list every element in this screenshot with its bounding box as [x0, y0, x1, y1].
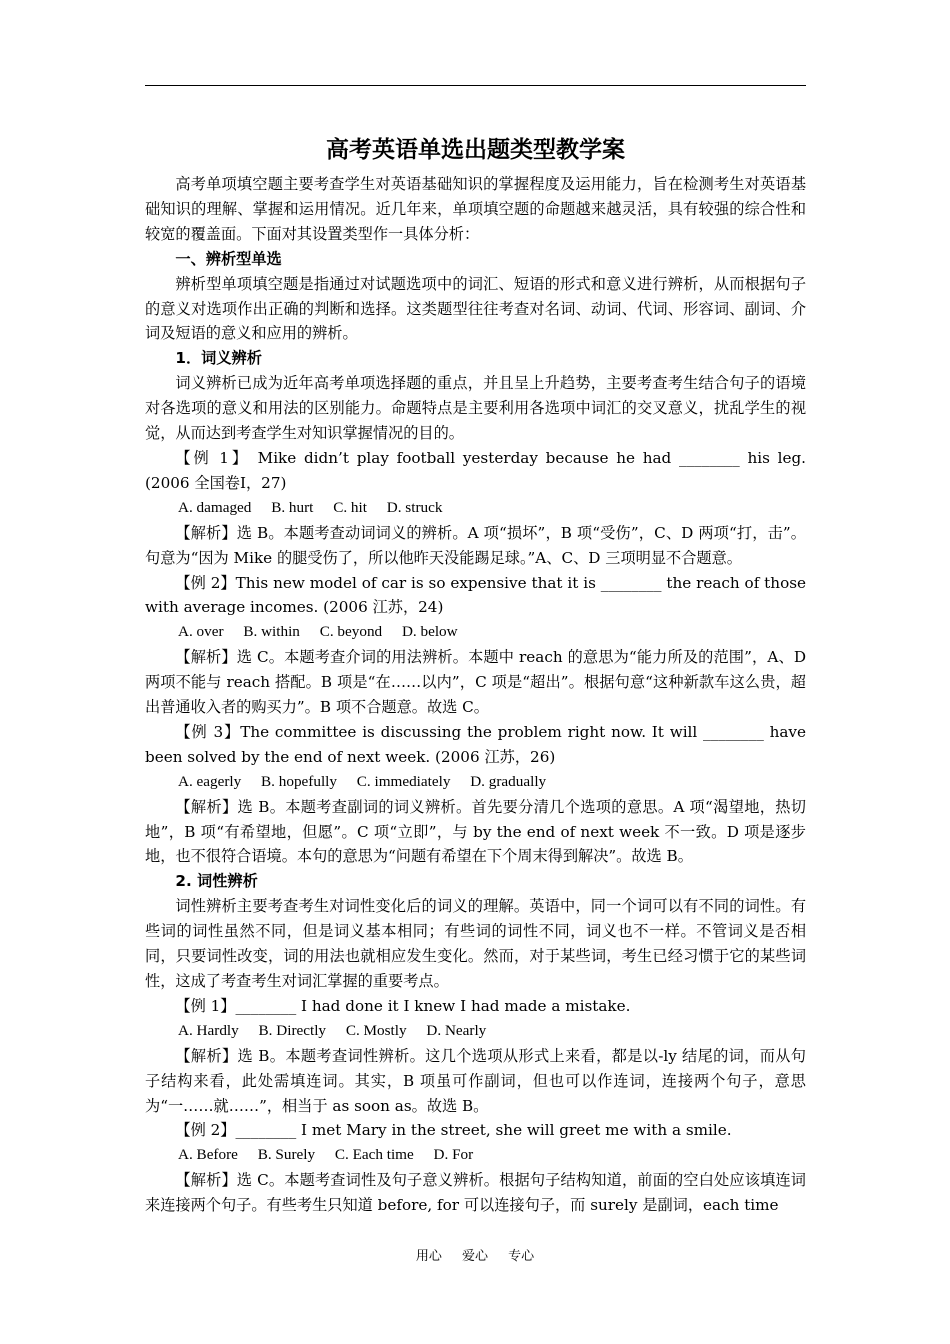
section-heading: 一、辨析型单选 — [175, 249, 282, 268]
intro-paragraph: 高考单项填空题主要考查学生对英语基础知识的掌握程度及运用能力，旨在检测考生对英语基础知识的理解、掌握和运用情况。近几年来，单项填空题的命题越来越灵活，具有较强的综合性和较宽的覆盖面。下面对其设置类型作一具体分析： — [145, 175, 806, 243]
option: C. immediately — [356, 772, 451, 790]
option: A. Hardly — [178, 1021, 239, 1039]
option: B. hopefully — [261, 772, 337, 790]
example-analysis: 【解析】选 C。本题考查介词的用法辨析。本题中 reach 的意思为“能力所及的范围”，A、D 两项不能与 reach 搭配。B 项是“在……以内”，C 项是“超出”。根据句意“这种新款车这么贵，超出普通收入者的购买力”。B 项不合题意。故选 C。 — [145, 648, 806, 717]
footer-text: 爱心 — [461, 1249, 488, 1264]
footer-text: 用心 — [415, 1249, 442, 1264]
option: C. Mostly — [345, 1021, 407, 1039]
example-question: 【例 1】________ I had done it I knew I had made a mistake. — [175, 996, 631, 1015]
example-options — [145, 1019, 806, 1044]
example-question: 【例 3】The committee is discussing the problem right now. It will ________ have been solved by the end of next week. (2006 江苏，26) — [145, 722, 806, 766]
option: A. eagerly — [178, 772, 242, 790]
example-analysis: 【解析】选 C。本题考查词性及句子意义辨析。根据句子结构知道，前面的空白处应该填连词来连接两个句子。有些考生只知道 before, for 可以连接句子，而 surely 是副词，each time — [145, 1171, 806, 1215]
example-analysis: 【解析】选 B。本题考查词性辨析。这几个选项从形式上来看，都是以-ly 结尾的词，而从句子结构来看，此处需填连词。其实，B 项虽可作副词，但也可以作连词，连接两个句子，意思为“一……就……”，相当于 as soon as。故选 B。 — [145, 1046, 806, 1115]
example-analysis: 【解析】选 B。本题考查动词词义的辨析。A 项“损坏”，B 项“受伤”，C、D 两项“打，击”。句意为“因为 Mike 的腿受伤了，所以他昨天没能踢足球。”A、C、D 三项明显不合题意。 — [145, 523, 806, 567]
example-analysis: 【解析】选 B。本题考查副词的词义辨析。首先要分清几个选项的意思。A 项“渴望地，热切地”，B 项“有希望地，但愿”。C 项“立即”，与 by the end of next week 不一致。D 项是逐步地，也不很符合语境。本句的意思为“问题有希望在下个周末得到解决”。故选 B。 — [145, 797, 806, 866]
option: D. struck — [386, 498, 443, 516]
document-page — [145, 130, 806, 1218]
example-options — [145, 496, 806, 521]
example-question: 【例 1】 Mike didn’t play football yesterday because he had ________ his leg. (2006 全国卷Ⅰ，27) — [145, 448, 806, 492]
section-description: 辨析型单项填空题是指通过对试题选项中的词汇、短语的形式和意义进行辨析，从而根据句子的意义对选项作出正确的判断和选择。这类题型往往考查对名词、动词、代词、形容词、副词、介词及短语的意义和应用的辨析。 — [145, 274, 806, 343]
option: D. below — [401, 623, 458, 641]
option: C. hit — [333, 498, 367, 516]
option: B. within — [243, 623, 300, 641]
option: D. gradually — [470, 772, 547, 790]
page-footer — [0, 1247, 950, 1267]
subsection-description: 词性辨析主要考查考生对词性变化后的词义的理解。英语中，同一个词可以有不同的词性。有些词的词性虽然不同，但是词义基本相同；有些词的词性不同，词义也不一样。不管词义是否相同，只要词性改变，词的用法也就相应发生变化。然而，对于某些词，考生已经习惯于它的某些词性，这成了考查考生对词汇掌握的重要考点。 — [145, 897, 806, 990]
option: C. beyond — [319, 623, 383, 641]
option: A. damaged — [178, 498, 252, 516]
subsection-heading: 1．词义辨析 — [175, 349, 262, 368]
option: A. Before — [178, 1146, 238, 1164]
option: C. Each time — [334, 1146, 414, 1164]
option: B. Surely — [257, 1146, 316, 1164]
header-rule — [145, 85, 806, 86]
option: D. For — [433, 1146, 474, 1164]
option: A. over — [178, 623, 224, 641]
example-options — [145, 1143, 806, 1168]
example-options — [145, 770, 806, 795]
option: B. hurt — [271, 498, 314, 516]
footer-text: 专心 — [508, 1249, 535, 1264]
subsection-description: 词义辨析已成为近年高考单项选择题的重点，并且呈上升趋势，主要考查考生结合句子的语境对各选项的意义和用法的区别能力。命题特点是主要利用各选项中词汇的交叉意义，扰乱学生的视觉，从而达到考查学生对知识掌握情况的目的。 — [145, 374, 806, 443]
subsection-heading: 2. 词性辨析 — [175, 872, 258, 891]
option: B. Directly — [258, 1021, 327, 1039]
page-title: 高考英语单选出题类型教学案 — [326, 137, 625, 163]
example-question: 【例 2】________ I met Mary in the street, she will greet me with a smile. — [175, 1121, 732, 1140]
example-question: 【例 2】This new model of car is so expensive that it is ________ the reach of those with average incomes. (2006 江苏，24) — [145, 573, 806, 617]
option: D. Nearly — [426, 1021, 487, 1039]
example-options — [145, 620, 806, 645]
